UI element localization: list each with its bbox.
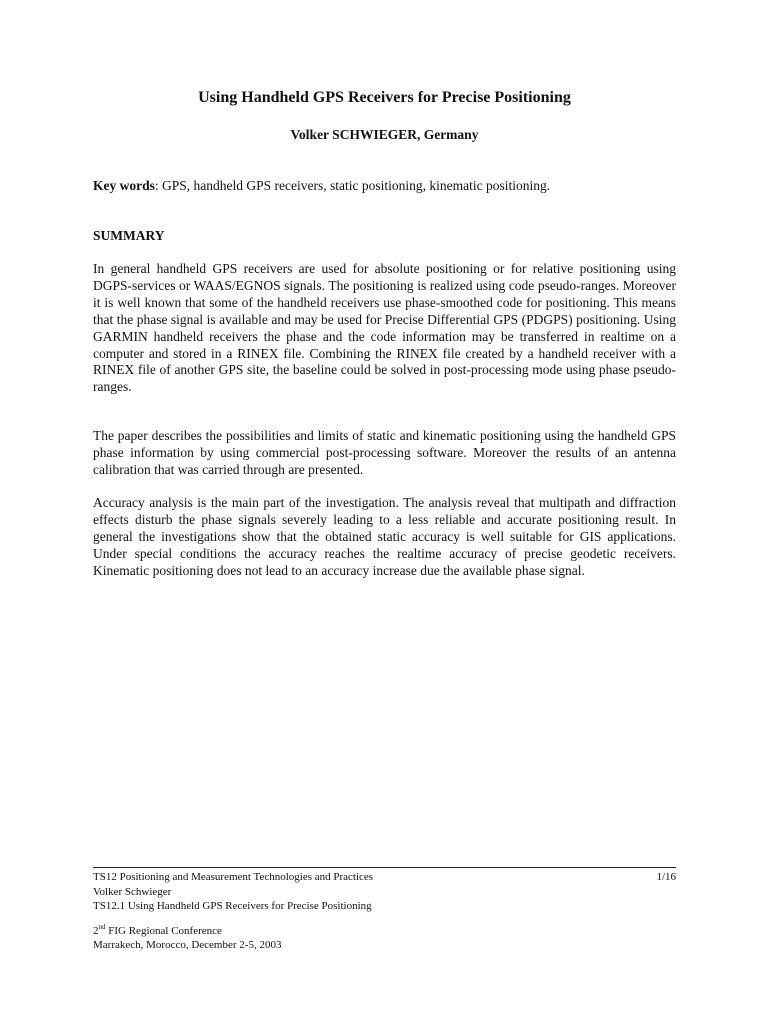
summary-paragraph-3: Accuracy analysis is the main part of the investigation. The analysis reveal that multipath and diffraction effects disturb the phase signals severely leading to a less reliable and accurate positioning result. In general the investigations show that the obtained static accuracy is well suitable for GIS applications. Under special conditions the accuracy reaches the realtime accuracy of precise geodetic receivers. Kinematic positioning does not lead to an accuracy increase due the available phase signal. [93,495,676,578]
paper-author: Volker SCHWIEGER, Germany [290,127,479,142]
page-footer [93,870,676,953]
footer-conference [93,924,676,939]
conference-ordinal-suffix: nd [98,922,106,931]
summary-heading: SUMMARY [93,228,165,243]
footer-author: Volker Schwieger [93,885,172,898]
footer-paper: TS12.1 Using Handheld GPS Receivers for Precise Positioning [93,900,372,912]
summary-paragraph-2: The paper describes the possibilities and limits of static and kinematic positioning using the handheld GPS phase information by using commercial post-processing software. Moreover the results of an antenna calibration that was carried through are presented. [93,428,676,477]
footer-location: Marrakech, Morocco, December 2-5, 2003 [93,939,282,951]
footer-divider [93,867,676,868]
keywords-text: : GPS, handheld GPS receivers, static positioning, kinematic positioning. [154,178,551,193]
paper-title: Using Handheld GPS Receivers for Precise Positioning [198,89,571,106]
summary-paragraph-1: In general handheld GPS receivers are used for absolute positioning or for relative positioning using DGPS-services or WAAS/EGNOS signals. The positioning is realized using code pseudo-ranges. Moreover it is well known that some of the handheld receivers use phase-smoothed code for positioning. This means that the phase signal is available and may be used for Precise Differential GPS (PDGPS) positioning. Using GARMIN handheld receivers the phase and the code information may be transferred in realtime on a computer and stored in a RINEX file. Combining the RINEX file created by a handheld receiver with a RINEX file of another GPS site, the baseline could be solved in post-processing mode using phase pseudo-ranges. [93,261,676,395]
keywords-line [93,177,676,195]
conference-ordinal: 2 [93,924,99,937]
page-number: 1/16 [656,871,676,883]
footer-session: TS12 Positioning and Measurement Technologies and Practices [93,871,374,883]
keywords-label: Key words [93,178,155,193]
footer-gap [93,914,676,924]
conference-name: FIG Regional Conference [105,924,222,937]
